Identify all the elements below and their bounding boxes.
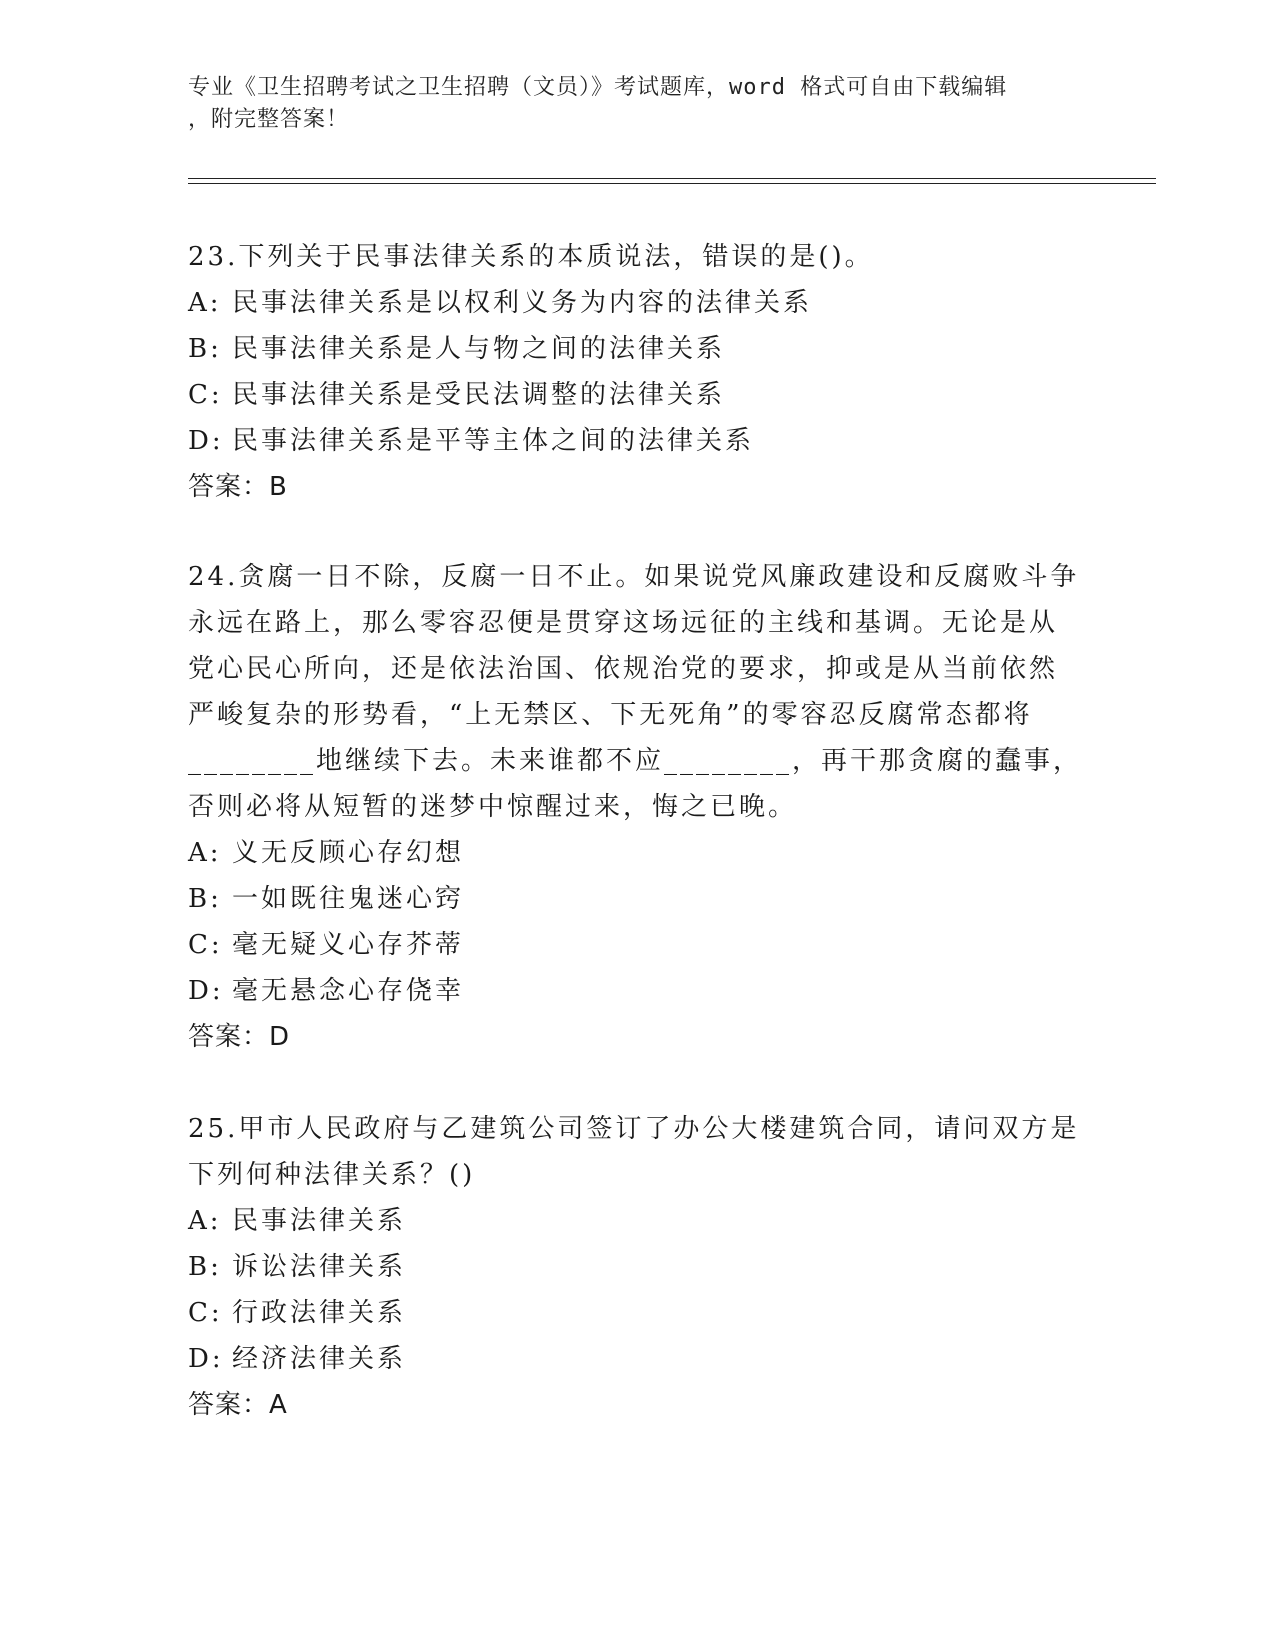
- question-23: [188, 234, 1088, 510]
- option-d: [188, 1336, 1088, 1382]
- option-a: [188, 280, 1088, 326]
- question-stem-line: 25.甲市人民政府与乙建筑公司签订了办公大楼建筑合同，请问双方是: [188, 1114, 1080, 1144]
- question-24: [188, 554, 1088, 1060]
- option-d: [188, 418, 1088, 464]
- option-c: [188, 372, 1088, 418]
- answer-line: 答案：B: [188, 472, 288, 502]
- option-letter: C:: [188, 380, 223, 410]
- option-letter: B:: [188, 334, 222, 364]
- option-c: [188, 922, 1088, 968]
- answer-line: 答案：A: [188, 1390, 288, 1420]
- option-letter: A:: [188, 1206, 222, 1236]
- option-text: 经济法律关系: [232, 1344, 407, 1374]
- option-letter: A:: [188, 288, 222, 318]
- question-stem-line: 23.下列关于民事法律关系的本质说法，错误的是()。: [188, 242, 874, 272]
- header-divider-bottom: [188, 183, 1156, 184]
- option-text: 民事法律关系: [232, 1206, 407, 1236]
- option-b: [188, 326, 1088, 372]
- option-text: 行政法律关系: [232, 1298, 407, 1328]
- question-stem-line: ________地继续下去。未来谁都不应________，再干那贪腐的蠢事，: [188, 746, 1083, 776]
- option-a: [188, 830, 1088, 876]
- option-text: 诉讼法律关系: [232, 1252, 407, 1282]
- option-a: [188, 1198, 1088, 1244]
- option-text: 民事法律关系是受民法调整的法律关系: [232, 380, 726, 410]
- header-line-1: 专业《卫生招聘考试之卫生招聘（文员）》考试题库，word 格式可自由下载编辑: [188, 75, 1008, 100]
- header-divider-top: [188, 178, 1156, 179]
- option-b: [188, 1244, 1088, 1290]
- option-text: 毫无疑义心存芥蒂: [232, 930, 465, 960]
- option-letter: A:: [188, 838, 222, 868]
- question-stem-line: 严峻复杂的形势看，“上无禁区、下无死角”的零容忍反腐常态都将: [188, 700, 1033, 730]
- question-25: [188, 1106, 1088, 1428]
- option-letter: C:: [188, 1298, 223, 1328]
- option-letter: D:: [188, 426, 224, 456]
- question-stem-line: 否则必将从短暂的迷梦中惊醒过来，悔之已晚。: [188, 792, 798, 822]
- option-b: [188, 876, 1088, 922]
- option-d: [188, 968, 1088, 1014]
- option-c: [188, 1290, 1088, 1336]
- question-stem-line: 24.贪腐一日不除，反腐一日不止。如果说党风廉政建设和反腐败斗争: [188, 562, 1080, 592]
- option-text: 民事法律关系是平等主体之间的法律关系: [232, 426, 755, 456]
- option-text: 义无反顾心存幻想: [232, 838, 465, 868]
- answer-line: 答案：D: [188, 1022, 291, 1052]
- document-header: [188, 72, 1088, 136]
- option-text: 一如既往鬼迷心窍: [232, 884, 465, 914]
- option-text: 毫无悬念心存侥幸: [232, 976, 465, 1006]
- question-stem-line: 党心民心所向，还是依法治国、依规治党的要求，抑或是从当前依然: [188, 654, 1059, 684]
- question-stem-line: 下列何种法律关系？(): [188, 1160, 476, 1190]
- option-letter: D:: [188, 1344, 224, 1374]
- option-text: 民事法律关系是以权利义务为内容的法律关系: [232, 288, 813, 318]
- option-letter: D:: [188, 976, 224, 1006]
- header-line-2: ，附完整答案！: [188, 107, 350, 132]
- option-letter: B:: [188, 884, 222, 914]
- option-text: 民事法律关系是人与物之间的法律关系: [232, 334, 726, 364]
- option-letter: C:: [188, 930, 223, 960]
- option-letter: B:: [188, 1252, 222, 1282]
- question-stem-line: 永远在路上，那么零容忍便是贯穿这场远征的主线和基调。无论是从: [188, 608, 1059, 638]
